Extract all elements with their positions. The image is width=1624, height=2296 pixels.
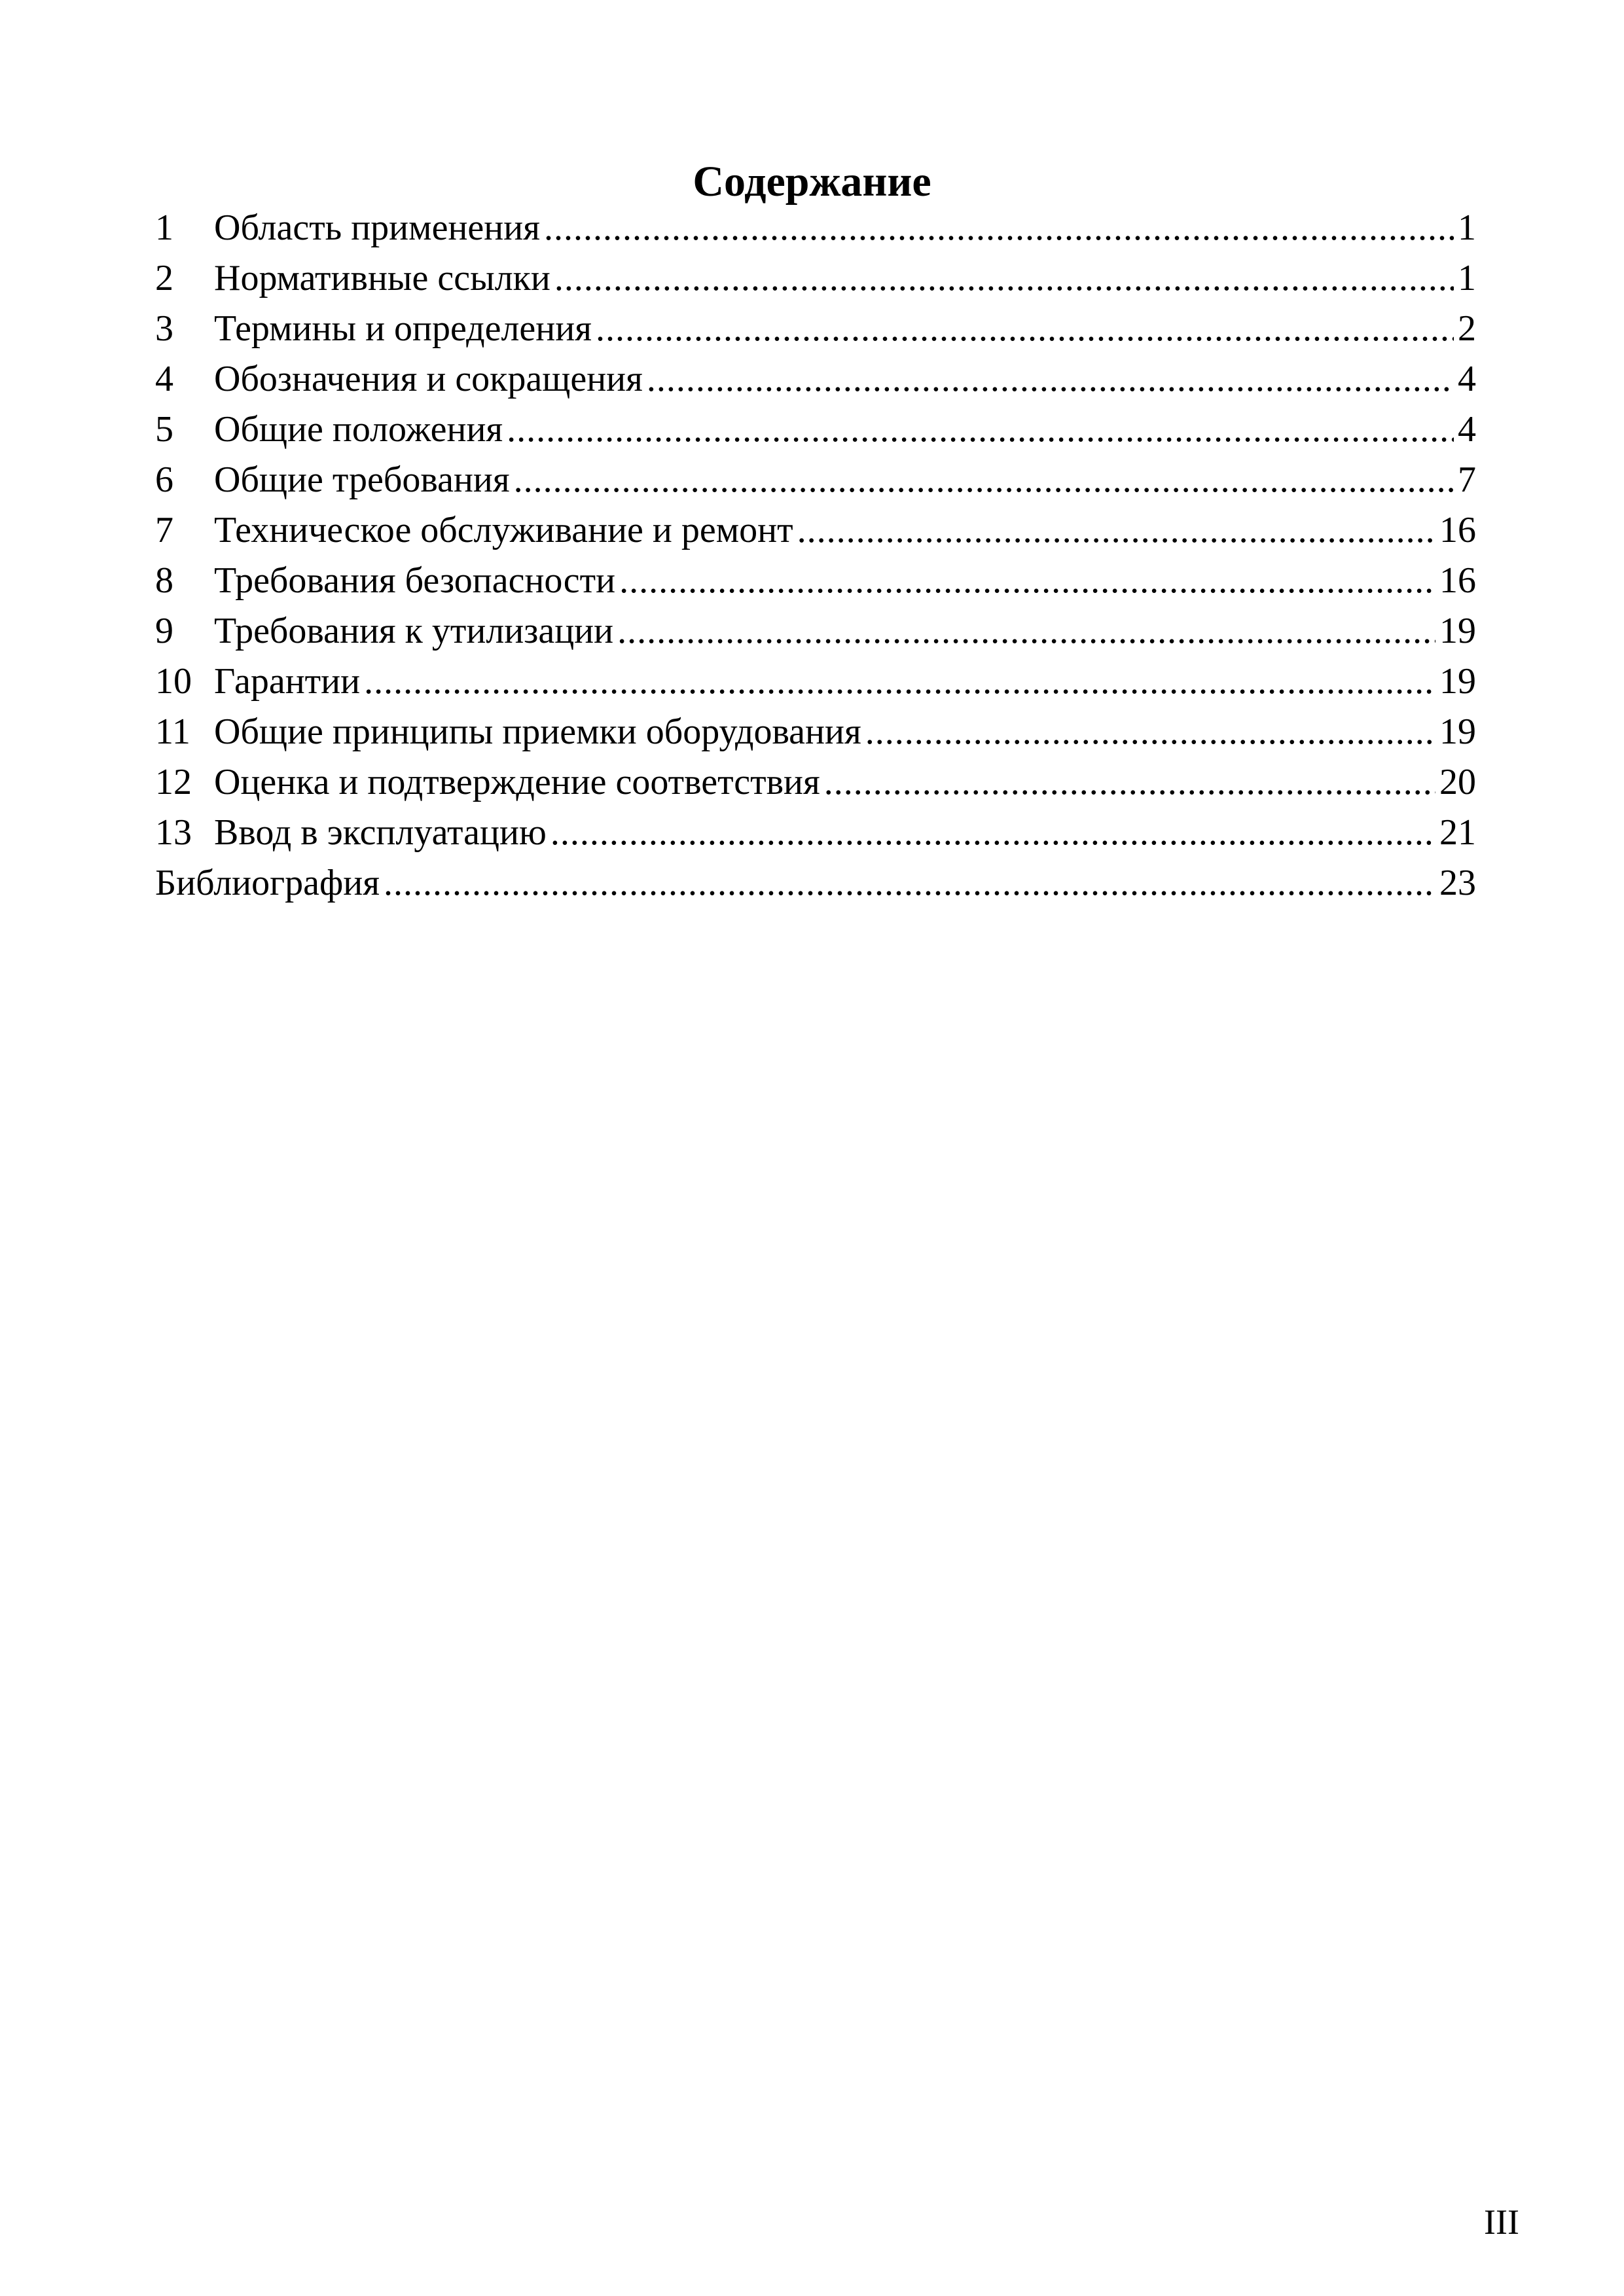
toc-dot-leader	[797, 508, 1435, 552]
toc-item[interactable]	[155, 709, 1476, 760]
toc-item-number: 12	[155, 762, 192, 802]
toc-dot-leader	[865, 709, 1435, 754]
toc-item-page: 16	[1439, 510, 1476, 550]
toc-item[interactable]	[155, 407, 1476, 457]
toc-item[interactable]	[155, 306, 1476, 357]
toc-item-page: 21	[1439, 812, 1476, 853]
toc-item[interactable]	[155, 810, 1476, 861]
toc-item-number: 8	[155, 560, 173, 601]
toc-dot-leader	[364, 659, 1435, 704]
toc-item-title: Область применения	[214, 207, 540, 248]
toc-item-title: Библиография	[155, 863, 380, 903]
toc-item-number: 5	[155, 409, 173, 450]
toc-item-page: 4	[1458, 409, 1476, 450]
toc-dot-leader	[647, 357, 1454, 401]
toc-item-page: 2	[1458, 308, 1476, 349]
toc-item-title: Нормативные ссылки	[214, 258, 550, 298]
toc-item-bibliography[interactable]	[155, 861, 1476, 911]
table-of-contents	[155, 206, 1476, 911]
toc-item[interactable]	[155, 357, 1476, 407]
toc-item[interactable]	[155, 609, 1476, 659]
toc-item-number: 1	[155, 207, 173, 248]
toc-dot-leader	[596, 306, 1454, 351]
toc-item-page: 19	[1439, 711, 1476, 752]
toc-item-page: 4	[1458, 359, 1476, 399]
toc-item[interactable]	[155, 206, 1476, 256]
toc-item-page: 20	[1439, 762, 1476, 802]
toc-item-title: Оценка и подтверждение соответствия	[214, 762, 820, 802]
toc-item-title: Обозначения и сокращения	[214, 359, 643, 399]
toc-item-number: 7	[155, 510, 173, 550]
toc-item-title: Общие принципы приемки оборудования	[214, 711, 861, 752]
page-number: III	[1484, 2202, 1519, 2242]
toc-item-page: 23	[1439, 863, 1476, 903]
toc-item-title: Гарантии	[214, 661, 361, 702]
toc-item[interactable]	[155, 760, 1476, 810]
toc-item-number: 6	[155, 459, 173, 500]
toc-item[interactable]	[155, 256, 1476, 306]
toc-item-title: Техническое обслуживание и ремонт	[214, 510, 793, 550]
toc-dot-leader	[514, 457, 1454, 502]
toc-item-title: Общие положения	[214, 409, 503, 450]
toc-item-page: 19	[1439, 661, 1476, 702]
toc-item-title: Термины и определения	[214, 308, 592, 349]
toc-item-page: 16	[1439, 560, 1476, 601]
toc-item-page: 7	[1458, 459, 1476, 500]
toc-item-page: 1	[1458, 207, 1476, 248]
toc-item-title: Ввод в эксплуатацию	[214, 812, 547, 853]
toc-dot-leader	[544, 206, 1454, 250]
toc-item-number: 9	[155, 611, 173, 651]
toc-dot-leader	[554, 256, 1454, 300]
toc-item-title: Требования безопасности	[214, 560, 616, 601]
toc-dot-leader	[619, 558, 1435, 603]
toc-dot-leader	[824, 760, 1435, 804]
toc-dot-leader	[384, 861, 1435, 905]
toc-item[interactable]	[155, 659, 1476, 709]
toc-item-number: 13	[155, 812, 192, 853]
toc-item-title: Общие требования	[214, 459, 510, 500]
toc-dot-leader	[617, 609, 1435, 653]
toc-item-number: 3	[155, 308, 173, 349]
page-title: Содержание	[693, 158, 931, 206]
toc-dot-leader	[507, 407, 1454, 452]
toc-item-page: 1	[1458, 258, 1476, 298]
toc-item-number: 4	[155, 359, 173, 399]
toc-item-page: 19	[1439, 611, 1476, 651]
toc-item[interactable]	[155, 558, 1476, 609]
toc-dot-leader	[550, 810, 1435, 855]
toc-item-number: 2	[155, 258, 173, 298]
toc-item[interactable]	[155, 457, 1476, 508]
toc-item-title: Требования к утилизации	[214, 611, 614, 651]
toc-item[interactable]	[155, 508, 1476, 558]
toc-item-number: 11	[155, 711, 190, 752]
toc-item-number: 10	[155, 661, 192, 702]
